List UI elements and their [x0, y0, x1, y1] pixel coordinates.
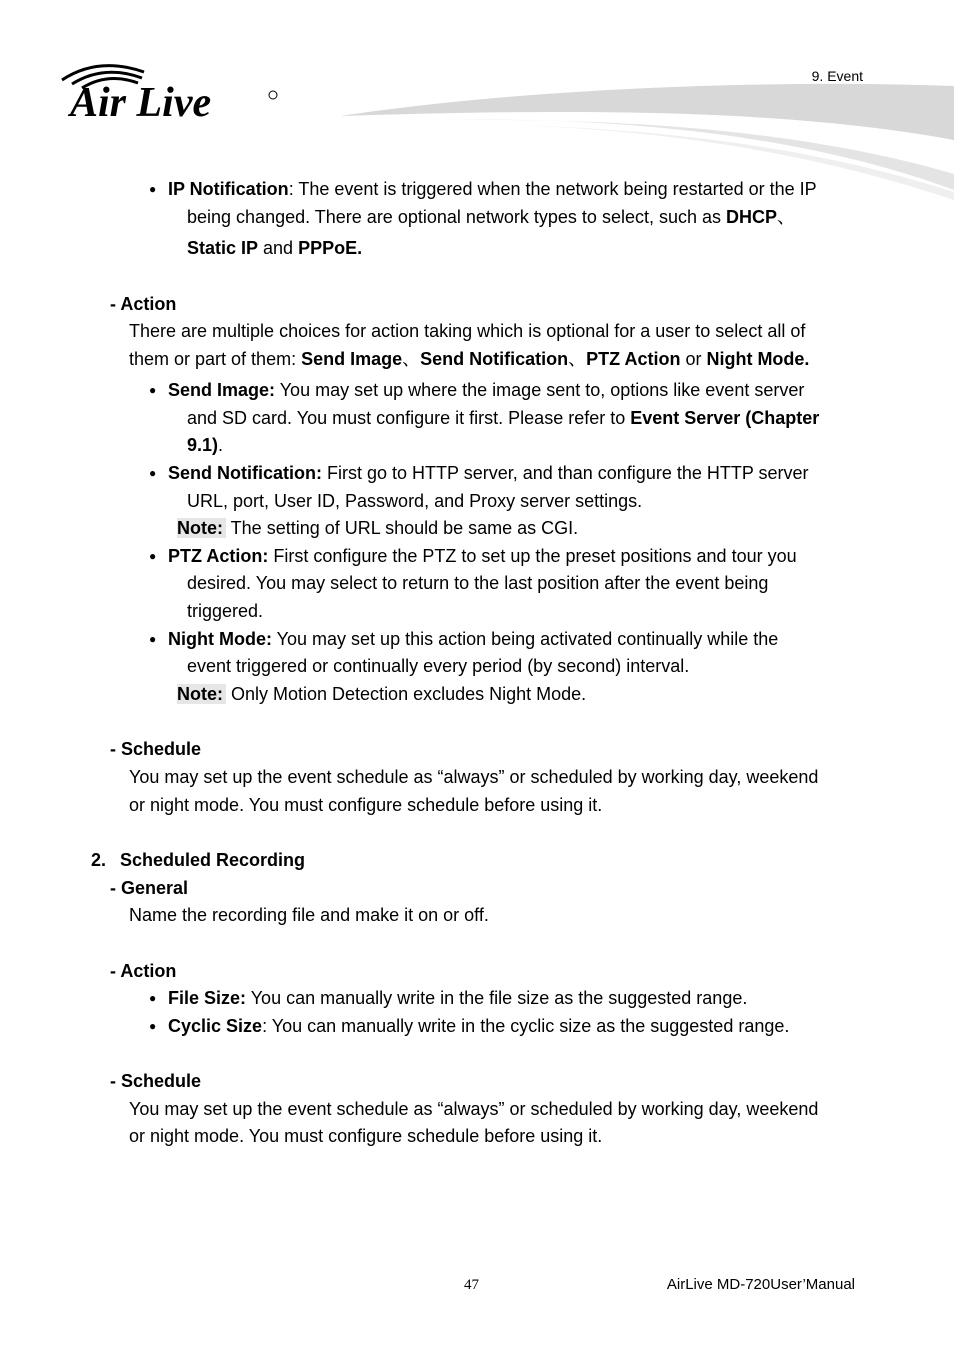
night-mode-line1: Night Mode: You may set up this action being activated continually while the	[168, 629, 779, 649]
ptz-action-line1: PTZ Action: First configure the PTZ to set up the preset positions and tour you	[168, 546, 797, 566]
bullet-icon: ●	[149, 1019, 157, 1033]
bullet-icon: ●	[149, 466, 157, 480]
chapter-label: 9. Event	[811, 68, 863, 84]
recording-schedule-line2: or night mode. You must configure schedule before using it.	[129, 1126, 603, 1146]
bullet-icon: ●	[149, 632, 157, 646]
page-number: 47	[464, 1277, 479, 1293]
action-paragraph-line2: them or part of them: Send Image、Send Notification、PTZ Action or Night Mode.	[129, 349, 810, 369]
ip-notification-line2: being changed. There are optional network types to select, such as DHCP、	[187, 207, 796, 227]
recording-schedule-line1: You may set up the event schedule as “always” or scheduled by working day, weekend	[129, 1099, 819, 1119]
send-image-line3: 9.1).	[187, 435, 224, 455]
note-night-mode: Note: Only Motion Detection excludes Night Mode.	[177, 684, 587, 704]
ptz-action-line2: desired. You may select to return to the last position after the event being	[187, 573, 769, 593]
send-image-line2: and SD card. You must configure it first. Please refer to Event Server (Chapter	[187, 408, 820, 428]
general-text: Name the recording file and make it on or off.	[129, 905, 489, 925]
general-heading: - General	[110, 878, 189, 898]
note-url: Note: The setting of URL should be same as CGI.	[177, 518, 579, 538]
bullet-icon: ●	[149, 991, 157, 1005]
logo-text: Air Live	[70, 80, 212, 126]
send-notification-line1: Send Notification: First go to HTTP server, and than configure the HTTP server	[168, 463, 809, 483]
file-size-item: File Size: You can manually write in the file size as the suggested range.	[168, 988, 748, 1008]
cyclic-size-item: Cyclic Size: You can manually write in the cyclic size as the suggested range.	[168, 1016, 790, 1036]
airlive-logo	[58, 58, 288, 128]
schedule-text-line1: You may set up the event schedule as “always” or scheduled by working day, weekend	[129, 767, 819, 787]
send-image-line1: Send Image: You may set up where the image sent to, options like event server	[168, 380, 805, 400]
ip-notification-line3: Static IP and PPPoE.	[187, 238, 363, 258]
ptz-action-line3: triggered.	[187, 601, 264, 621]
action-paragraph-line1: There are multiple choices for action taking which is optional for a user to select all of	[129, 321, 806, 341]
section-number: 2.	[91, 850, 107, 870]
action-heading: - Action	[110, 294, 177, 314]
ip-notification-line1: IP Notification: The event is triggered when the network being restarted or the IP	[168, 179, 817, 199]
bullet-icon: ●	[149, 383, 157, 397]
section-title: Scheduled Recording	[120, 850, 306, 870]
schedule-heading: - Schedule	[110, 739, 202, 759]
bullet-icon: ●	[149, 549, 157, 563]
recording-action-heading: - Action	[110, 961, 177, 981]
recording-schedule-heading: - Schedule	[110, 1071, 202, 1091]
bullet-icon: ●	[149, 182, 157, 196]
schedule-text-line2: or night mode. You must configure schedule before using it.	[129, 795, 603, 815]
night-mode-line2: event triggered or continually every period (by second) interval.	[187, 656, 690, 676]
send-notification-line2: URL, port, User ID, Password, and Proxy server settings.	[187, 491, 643, 511]
manual-title: AirLive MD-720User’Manual	[666, 1276, 855, 1293]
